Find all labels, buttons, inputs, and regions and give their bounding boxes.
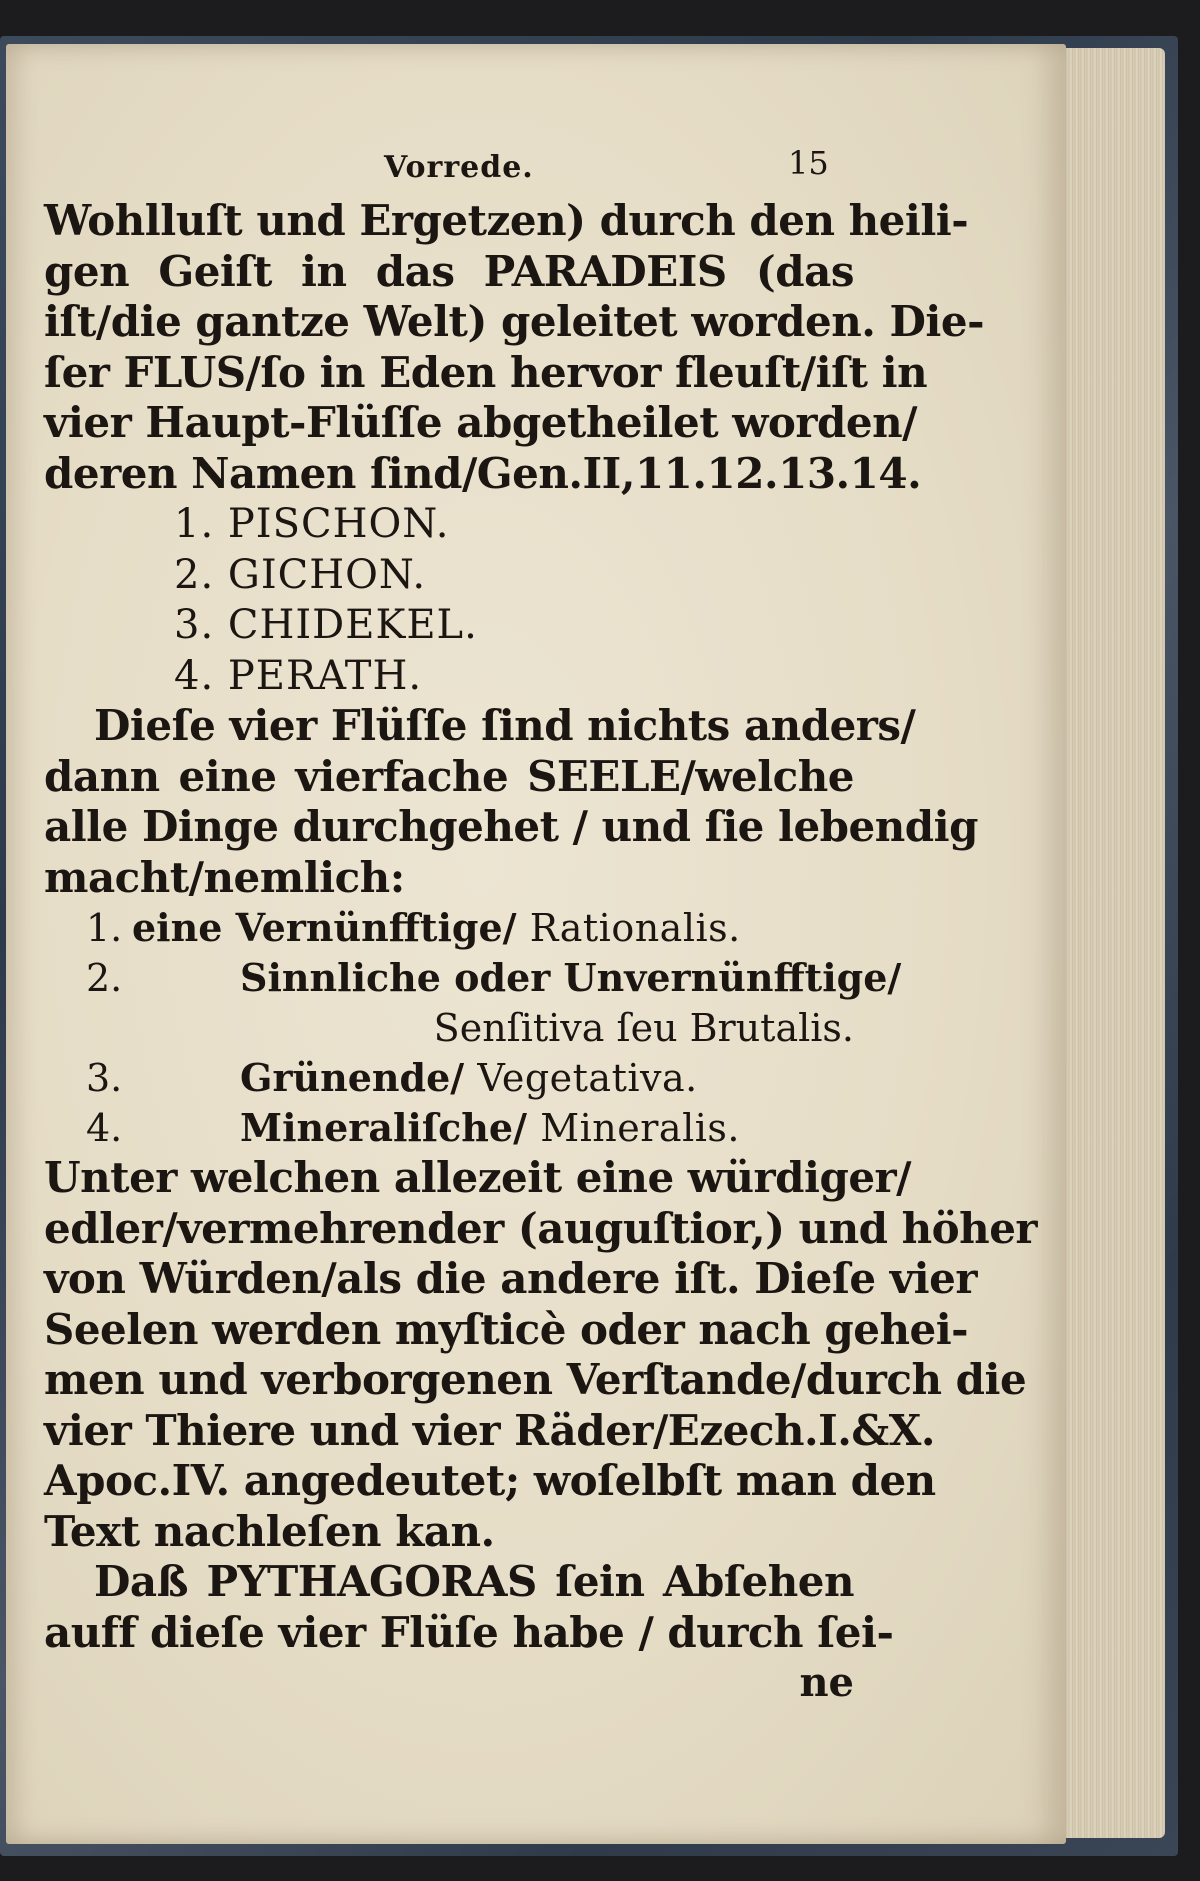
- river-item: 3. CHIDEKEL.: [174, 602, 478, 648]
- soul-number: 4.: [86, 1106, 123, 1150]
- river-item: 1. PISCHON.: [174, 501, 450, 547]
- soul-german: Sinnliche oder Unvernünfftige/: [240, 955, 902, 1000]
- text-line: Wohlluſt und Ergetzen) durch den heili-: [44, 196, 969, 245]
- soul-item: [44, 903, 854, 953]
- text-line: auff dieſe vier Flüſe habe / durch ſei-: [44, 1607, 894, 1657]
- soul-number: 1.: [86, 906, 123, 950]
- running-head: [44, 144, 854, 196]
- soul-item-latin: [44, 1003, 854, 1053]
- text-line: Unter welchen allezeit eine würdiger/: [44, 1153, 912, 1202]
- river-item: 4. PERATH.: [174, 652, 423, 699]
- text-line: alle Dinge durchgehet / und ſie lebendig: [44, 802, 978, 851]
- text-line: men und verborgenen Verſtande/durch die: [44, 1355, 1027, 1404]
- book-page: [6, 44, 1066, 1844]
- page-edges: [1055, 48, 1165, 1838]
- soul-latin: Mineralis.: [540, 1106, 740, 1150]
- soul-latin: Senſitiva ſeu Brutalis.: [433, 1006, 854, 1050]
- running-head-title: Vorrede.: [384, 150, 534, 185]
- soul-german: eine Vernünfftige/: [132, 905, 517, 950]
- soul-german: Mineraliſche/: [240, 1105, 527, 1150]
- soul-item: [44, 1053, 854, 1103]
- soul-latin: Rationalis.: [529, 906, 741, 950]
- text-line: deren Namen ſind/Gen.II,11.12.13.14.: [44, 448, 922, 498]
- soul-text: [240, 1053, 698, 1103]
- text-line: iſt/die gantze Welt) geleitet worden. Die-: [44, 297, 985, 346]
- text-line: vier Haupt-Flüſſe abgetheilet worden/: [44, 398, 917, 447]
- soul-item: [44, 953, 902, 1003]
- text-line: vier Thiere und vier Räder/Ezech.I.&X.: [44, 1405, 936, 1455]
- text-line: Text nachleſen kan.: [44, 1506, 495, 1556]
- paragraph-1: [44, 196, 985, 499]
- text-line: Seelen werden myſticè oder nach gehei-: [44, 1304, 969, 1354]
- soul-text: [132, 903, 741, 953]
- catchword: ne: [799, 1659, 854, 1706]
- river-list: [44, 499, 854, 701]
- page-number: 15: [788, 144, 829, 182]
- text-line: dann eine vierfache SEELE/welche: [44, 751, 854, 801]
- soul-number: 3.: [86, 1056, 123, 1100]
- text-line: ſer FLUS/ſo in Eden hervor fleuſt/iſt in: [44, 347, 928, 397]
- text-line: edler/vermehrender (auguſtior,) und höher: [44, 1203, 1038, 1253]
- paragraph-3: [44, 1153, 1038, 1557]
- paragraph-2: [44, 701, 978, 903]
- soul-item: [44, 1103, 854, 1153]
- text-line: Dieſe vier Flüſſe ſind nichts anders/: [94, 701, 916, 750]
- text-line: Daß PYTHAGORAS ſein Abſehen: [94, 1557, 854, 1606]
- paragraph-4: [44, 1557, 894, 1708]
- soul-latin: Vegetativa.: [477, 1056, 698, 1100]
- soul-number: 2.: [86, 956, 123, 1000]
- text-line: macht/nemlich:: [44, 852, 405, 902]
- soul-text: [240, 1103, 740, 1153]
- text-line: Apoc.IV. angedeutet; woſelbſt man den: [44, 1456, 936, 1505]
- soul-german: Grünende/: [240, 1055, 465, 1100]
- river-item: 2. GICHON.: [174, 551, 427, 598]
- page-text: [44, 144, 1038, 1708]
- text-line: von Würden/als die andere iſt. Dieſe vier: [44, 1254, 977, 1303]
- soul-list: [44, 903, 902, 1153]
- text-line: gen Geiſt in das PARADEIS (das: [44, 246, 854, 296]
